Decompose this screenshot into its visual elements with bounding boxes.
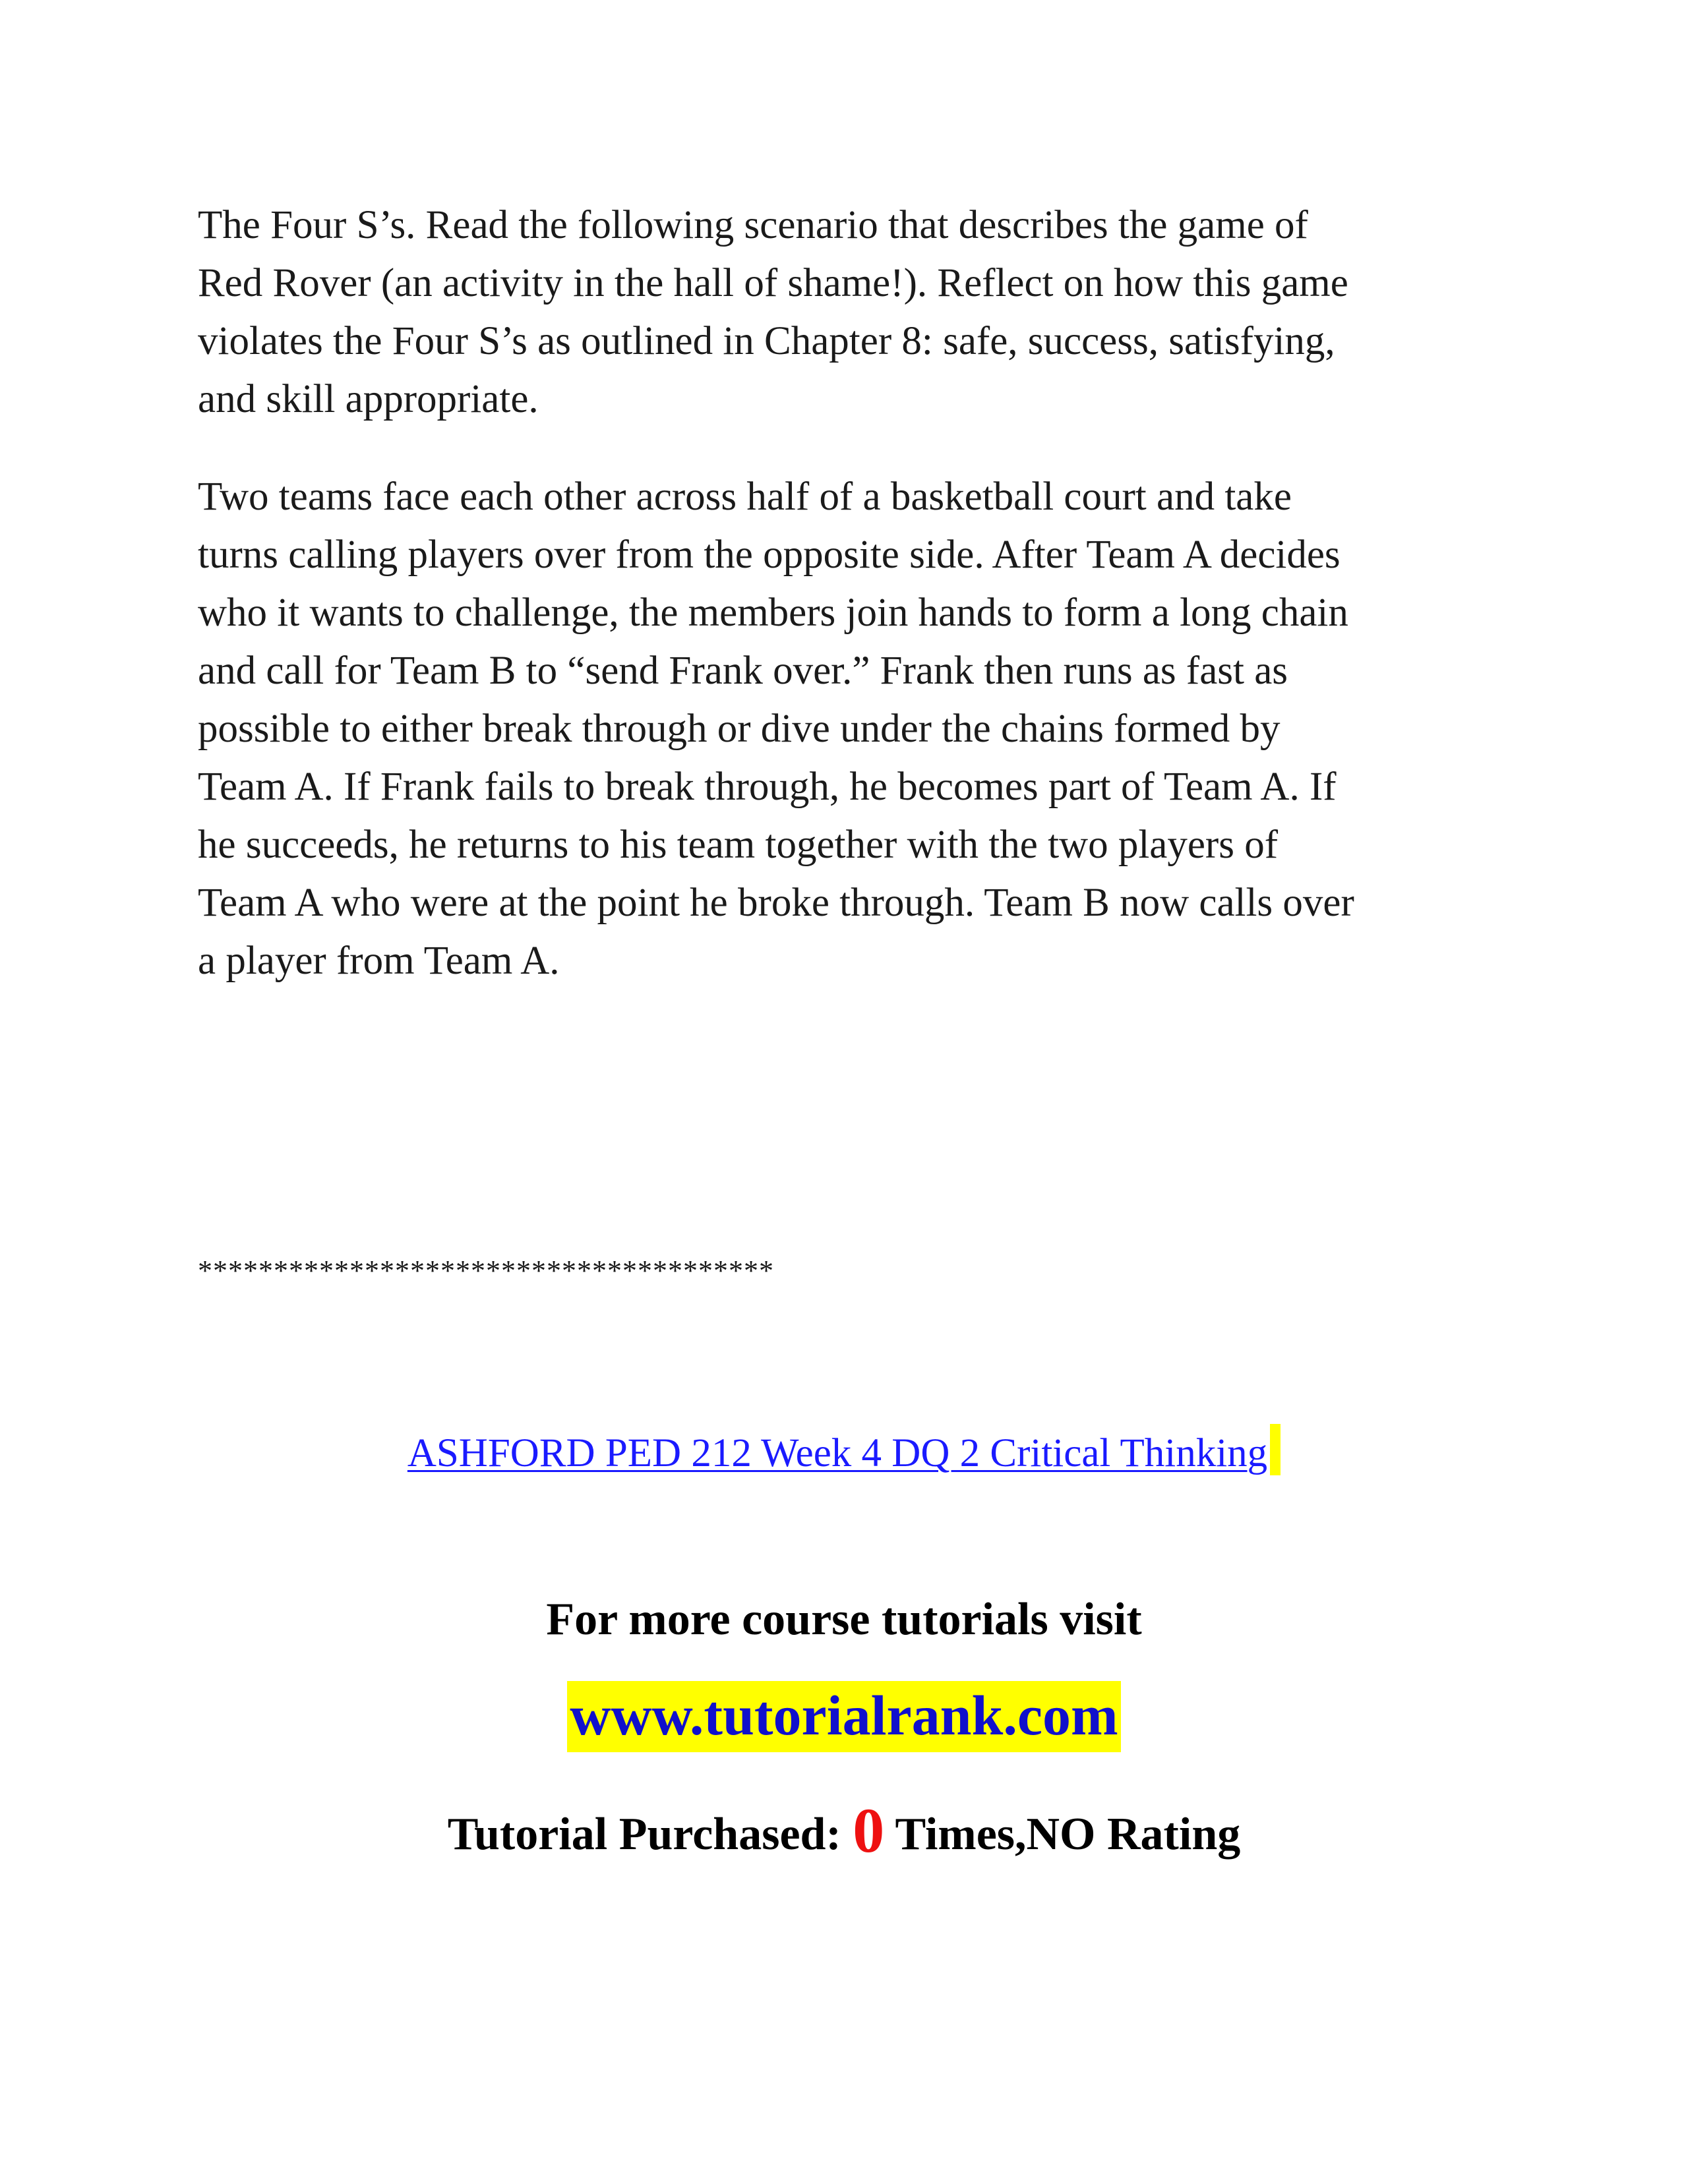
course-link-row [0,1424,1688,1483]
separator-line: ************************************** [198,1254,774,1287]
website-row [0,1682,1688,1748]
scenario-paragraph: Two teams face each other across half of a basketball court and take turns calling players over from the opposite side. After Team A decides who it wants to challenge, the members join hands to form a long chain and call for Team B to “send Frank over.” Frank then runs as fast as possible to either break through or dive under the chains formed by Team A. If Frank fails to break through, he becomes part of Team A. If he succeeds, he returns to his team together with the two players of Team A who were at the point he broke through. Team B now calls over a player from Team A. [198,475,1354,983]
text-cursor-highlight [1270,1424,1281,1475]
visit-text: For more course tutorials visit [546,1594,1142,1645]
purchased-count: 0 [853,1795,885,1866]
website-link[interactable]: www.tutorialrank.com [567,1681,1120,1752]
purchase-stats [0,1794,1688,1871]
purchased-label: Tutorial Purchased: [447,1809,841,1860]
purchased-suffix: Times,NO Rating [895,1809,1241,1860]
intro-paragraph: The Four S’s. Read the following scenario that describes the game of Red Rover (an activity in the hall of shame!). Reflect on how this game violates the Four S’s as outlined in Chapter 8: safe, success, satisfying, and skill appropriate. [198,203,1348,421]
course-link[interactable]: ASHFORD PED 212 Week 4 DQ 2 Critical Thinking [407,1431,1268,1475]
